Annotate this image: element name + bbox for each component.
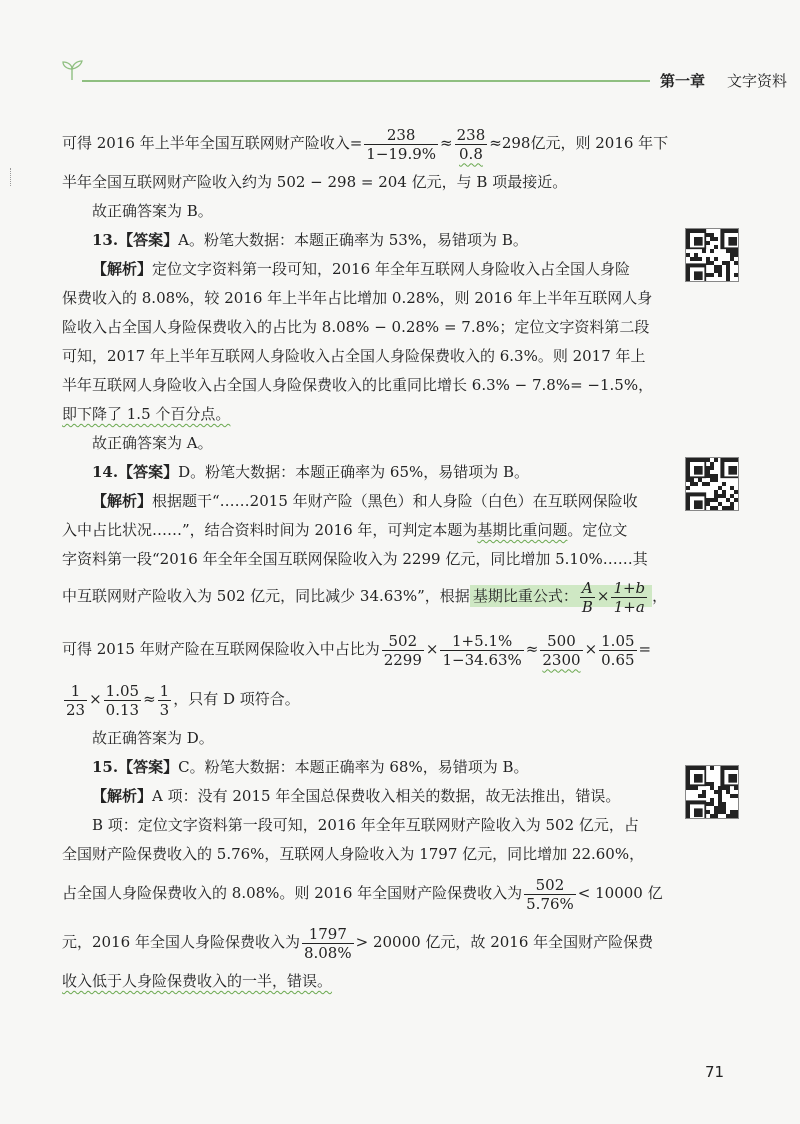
q14-answer: 14.【答案】D。粉笔大数据：本题正确率为 65%，易错项为 B。 — [92, 463, 530, 481]
text-line: 字资料第一段“2016 年全年全国互联网保险收入为 2299 亿元，同比增加 5.10%……其 — [62, 550, 648, 568]
text-line: 险收入占全国人身险保费收入的占比为 8.08% − 0.28% = 7.8%；定位文字资料第二段 — [62, 318, 650, 336]
text-line: 可得 2016 年上半年全国互联网财产险收入= $\frac{238}{1-19.9\%}$ ≈ $\frac{238}{0.8}$ ≈298亿元，则 2016 年下 — [62, 125, 669, 163]
fraction: $\frac{1797}{8.08\%}$ — [303, 924, 352, 962]
fraction: $\frac{1}{23}$ — [66, 681, 86, 719]
fraction: $\frac{1+5.1\%}{1-34.63\%}$ — [442, 631, 522, 669]
text-line: 全国财产险保费收入的 5.76%，互联网人身险收入为 1797 亿元，同比增加 22.60%， — [62, 845, 645, 863]
chapter-number: 第一章 — [660, 72, 706, 90]
q15-analysis: 【解析】A 项：没有 2015 年全国总保费收入相关的数据，故无法推出，错误。 — [92, 787, 621, 805]
fraction: $\frac{1}{3}$ — [159, 681, 170, 719]
fraction: $\frac{238}{0.8}$ — [456, 125, 486, 163]
fraction: $\frac{500}{2300}$ — [542, 631, 581, 669]
text-line: 可得 2015 年财产险在互联网保险收入中占比为 $\frac{502}{2299}$ × $\frac{1+5.1\%}{1-34.63\%}$ ≈ $\frac{500}{2300}$ × $\frac{1.05}{0.65}$ = — [62, 631, 652, 669]
page-content — [62, 120, 672, 996]
fraction: $\frac{502}{5.76\%}$ — [526, 875, 574, 913]
fraction: $\frac{238}{1-19.9\%}$ — [366, 125, 437, 163]
qr-code-icon[interactable] — [685, 457, 739, 511]
fraction: $\frac{1+b}{1+a}$ — [613, 578, 646, 616]
qr-code-icon[interactable] — [685, 228, 739, 282]
page-header — [60, 60, 788, 94]
text-line: 半年互联网人身险收入占全国人身险保费收入的比重同比增长 6.3% − 7.8%= −1.5%， — [62, 376, 654, 394]
chapter-title: 文字资料 — [727, 72, 788, 90]
q13-answer: 13.【答案】A。粉笔大数据：本题正确率为 53%，易错项为 B。 — [92, 231, 528, 249]
text-line: 入中占比状况……”，结合资料时间为 2016 年，可判定本题为基期比重问题。定位文 — [62, 521, 628, 539]
text-line: B 项：定位文字资料第一段可知，2016 年全年互联网财产险收入为 502 亿元，占 — [92, 816, 639, 834]
q15-answer: 15.【答案】C。粉笔大数据：本题正确率为 68%，易错项为 B。 — [92, 758, 529, 776]
text-line: 即下降了 1.5 个百分点。 — [62, 405, 231, 423]
sprout-icon — [60, 60, 86, 82]
text-line: 占全国人身险保费收入的 8.08%。则 2016 年全国财产险保费收入为 $\frac{502}{5.76\%}$ < 10000 亿 — [62, 875, 663, 913]
q13-analysis: 【解析】定位文字资料第一段可知，2016 年全年互联网人身险收入占全国人身险 — [92, 260, 630, 278]
text-line: 元，2016 年全国人身险保费收入为 $\frac{1797}{8.08\%}$ > 20000 亿元，故 2016 年全国财产险保费 — [62, 924, 654, 962]
q14-analysis: 【解析】根据题干“……2015 年财产险（黑色）和人身险（白色）在互联网保险收 — [92, 492, 638, 510]
text-line: 半年全国互联网财产险收入约为 502 − 298 = 204 亿元，与 B 项最接近。 — [62, 173, 568, 191]
answer-line: 故正确答案为 D。 — [92, 729, 214, 747]
text-line: 保费收入的 8.08%，较 2016 年上半年占比增加 0.28%，则 2016 年上半年互联网人身 — [62, 289, 653, 307]
chapter-heading — [660, 70, 787, 91]
text-line: 收入低于人身险保费收入的一半，错误。 — [62, 972, 333, 990]
text-line: 可知，2017 年上半年互联网人身险收入占全国人身险保费收入的 6.3%。则 2017 年上 — [62, 347, 646, 365]
fraction: $\frac{1.05}{0.13}$ — [105, 681, 140, 719]
fraction: $\frac{A}{B}$ — [581, 578, 593, 616]
text-line: 中互联网财产险收入为 502 亿元，同比减少 34.63%”，根据 基期比重公式： $\frac{A}{B}$ × $\frac{1+b}{1+a}$ ， — [62, 578, 668, 616]
qr-code-icon[interactable] — [685, 765, 739, 819]
header-rule — [82, 80, 650, 82]
answer-line: 故正确答案为 A。 — [92, 434, 213, 452]
fraction: $\frac{1.05}{0.65}$ — [601, 631, 635, 669]
formula-highlight: 基期比重公式： $\frac{A}{B}$ × $\frac{1+b}{1+a}$ — [470, 585, 652, 607]
text-line: $\frac{1}{23}$ × $\frac{1.05}{0.13}$ ≈ $\frac{1}{3}$ ，只有 D 项符合。 — [66, 681, 300, 719]
fraction: $\frac{502}{2299}$ — [383, 631, 422, 669]
answer-line: 故正确答案为 B。 — [92, 202, 213, 220]
margin-mark — [10, 168, 14, 186]
page-number: 71 — [705, 1063, 725, 1081]
